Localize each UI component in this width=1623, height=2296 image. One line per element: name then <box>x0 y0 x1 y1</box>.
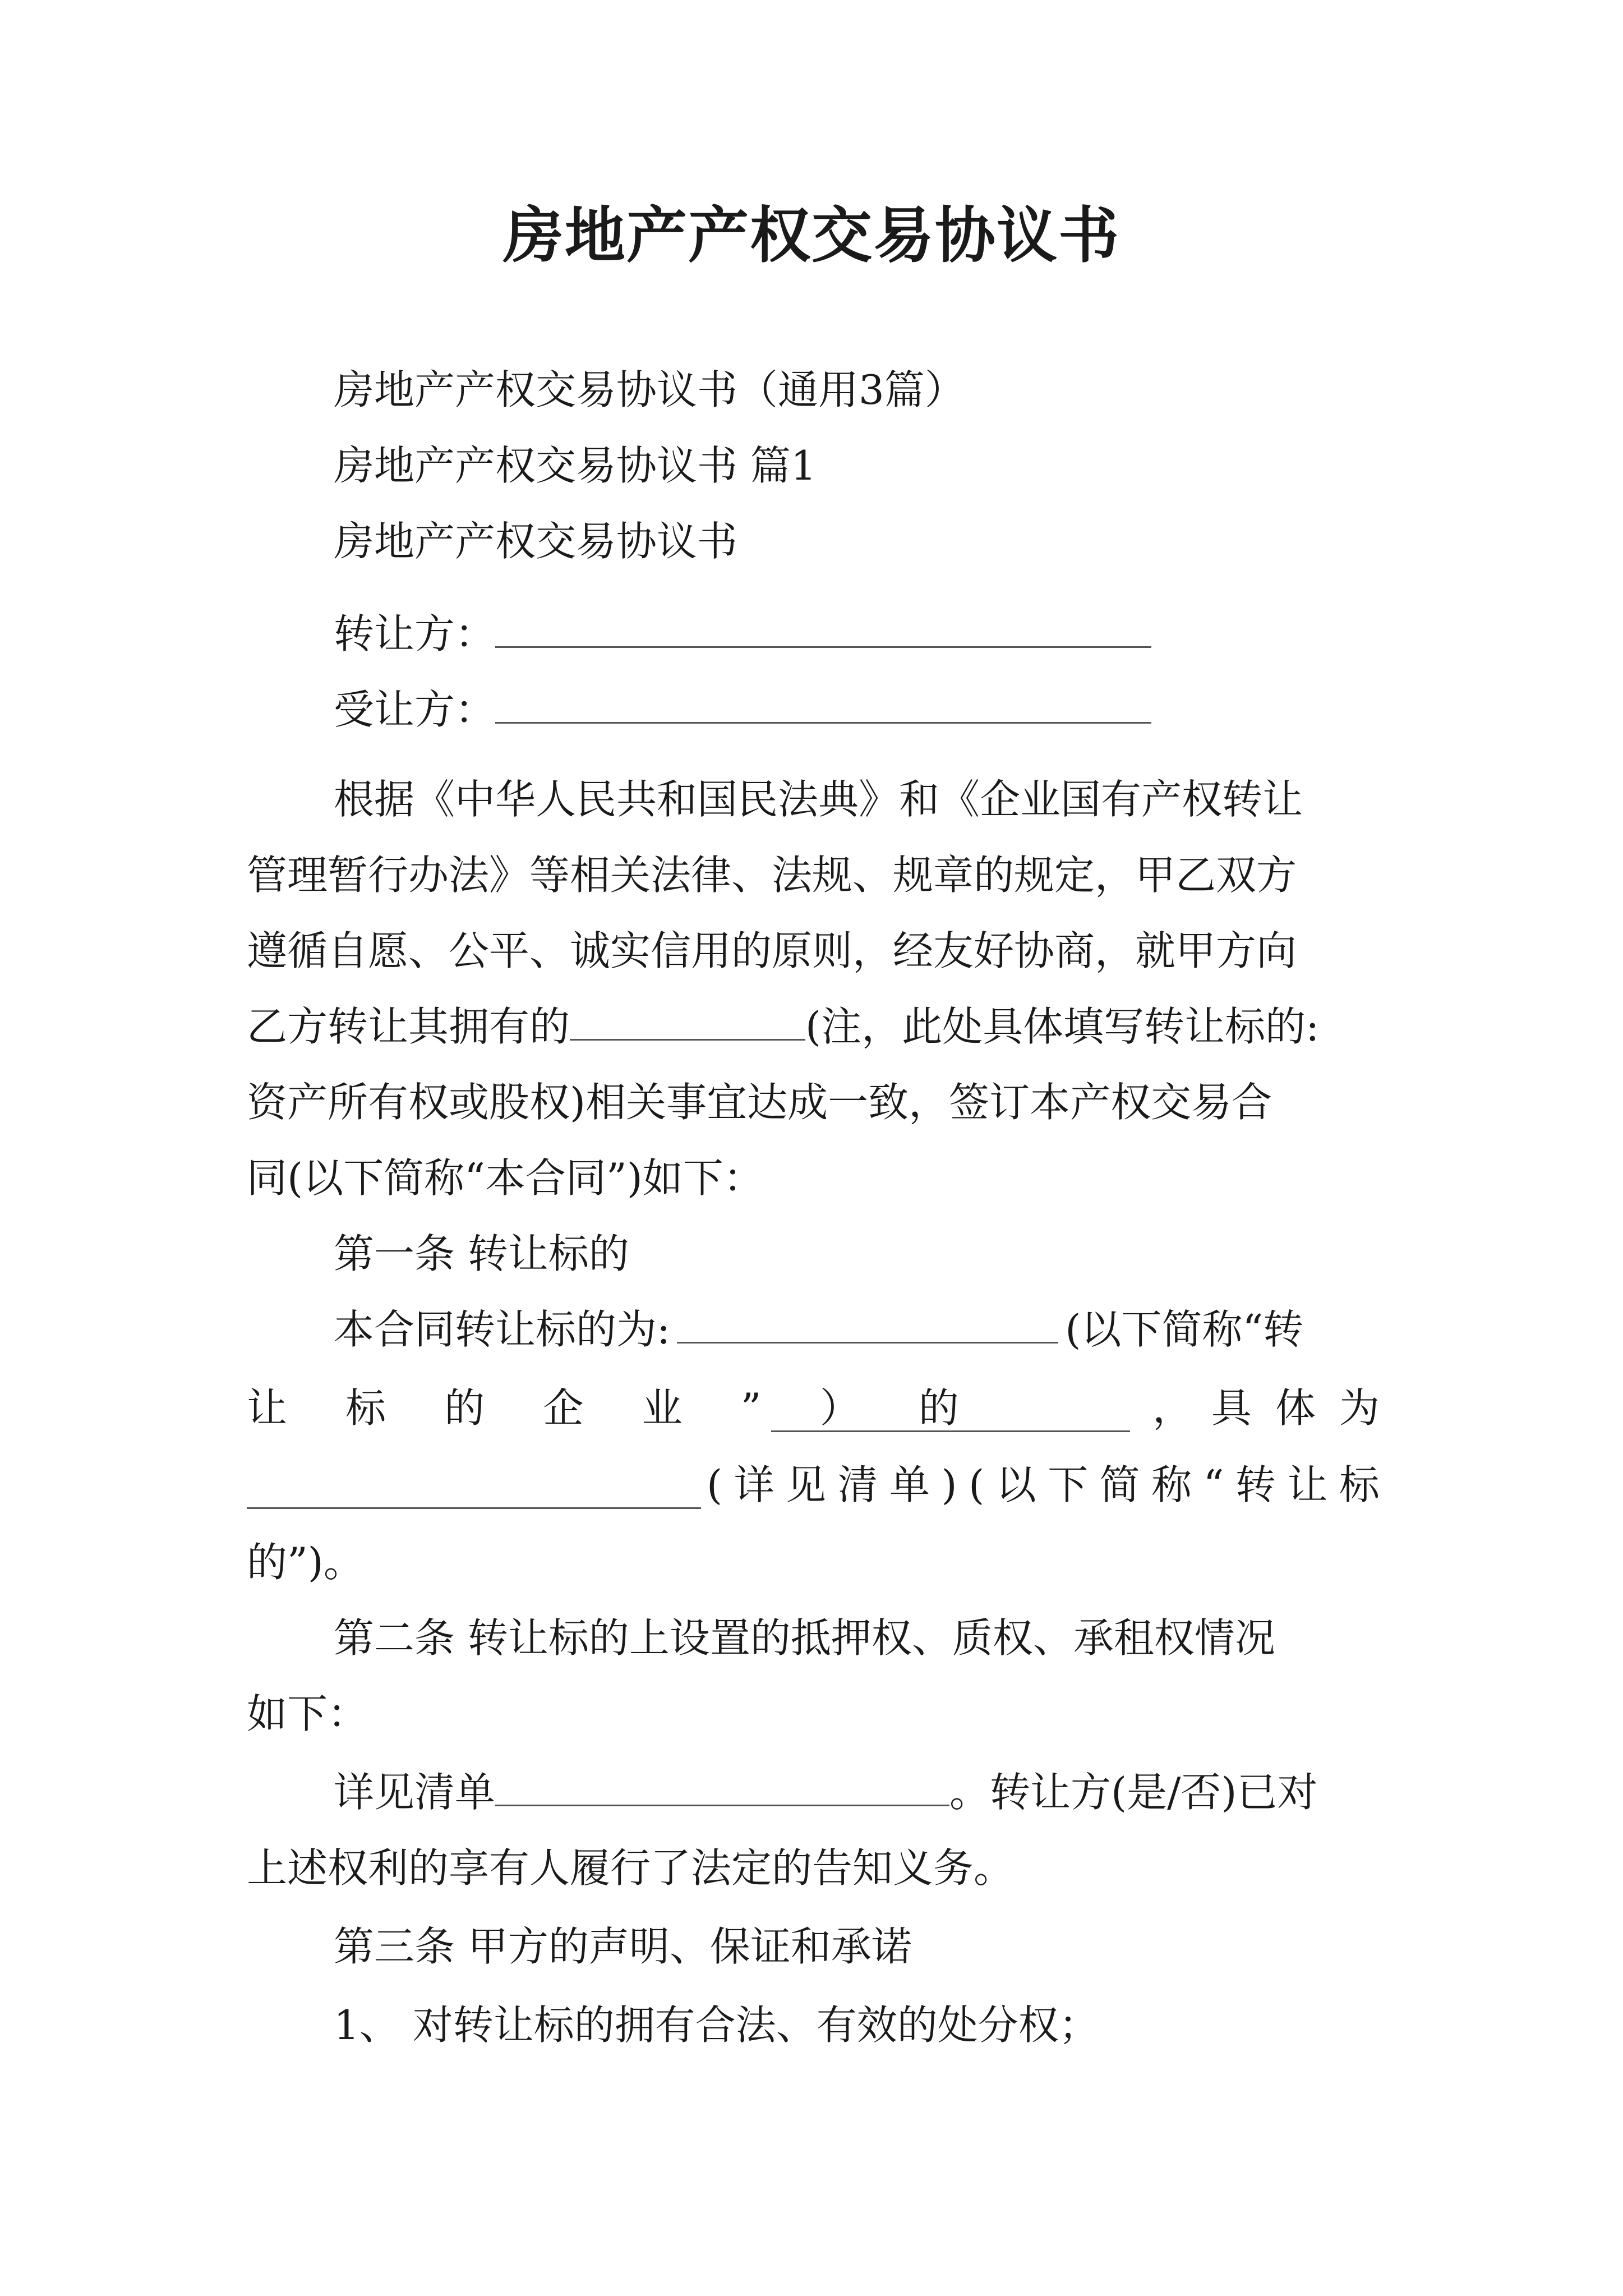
intro-line-2: 管理暂行办法》等相关法律、法规、规章的规定，甲乙双方 <box>247 852 1297 899</box>
char: 体 <box>1275 1384 1316 1432</box>
article-3-heading: 第三条 甲方的声明、保证和承诺 <box>334 1923 912 1970</box>
article-2-line-1-tail: 。转让方(是/否)已对 <box>949 1769 1318 1816</box>
char: ) <box>941 1461 957 1508</box>
article-2-line-1 <box>334 1764 1317 1820</box>
article-1-heading: 第一条 转让标的 <box>334 1230 629 1277</box>
intro-line-4 <box>247 999 1319 1055</box>
char: 见 <box>786 1461 827 1508</box>
char: “ <box>1203 1461 1224 1508</box>
char: 详 <box>734 1461 774 1508</box>
article-1-line-4: 的”)。 <box>247 1539 364 1586</box>
intro-line-6: 同(以下简称“本合同”)如下： <box>247 1154 764 1202</box>
intro-line-4-note: (注，此处具体填写转让标的: <box>805 1003 1320 1050</box>
char: 让 <box>1287 1461 1328 1508</box>
intro-line-5: 资产所有权或股权)相关事宜达成一致，签订本产权交易合 <box>247 1079 1272 1126</box>
subtitle: 房地产产权交易协议书（通用3篇） <box>334 366 965 413</box>
article-1-line-2-right <box>1211 1380 1380 1436</box>
specific-target-blank <box>247 1467 701 1509</box>
transferor-line <box>334 606 1151 662</box>
intro-line-4-text: 乙方转让其拥有的 <box>247 1003 570 1050</box>
char: 企 <box>543 1384 584 1432</box>
char: 的 <box>444 1384 485 1432</box>
transfer-target-name-blank <box>677 1301 1058 1343</box>
char: 具 <box>1211 1384 1252 1432</box>
article-1-line-3 <box>707 1457 1380 1513</box>
article-1-line-1-tail: (以下简称“转 <box>1065 1306 1304 1353</box>
char: 称 <box>1151 1461 1192 1508</box>
char: 清 <box>837 1461 878 1508</box>
section-heading: 房地产产权交易协议书 篇1 <box>334 442 817 489</box>
article-3-item-1: 1、 对转让标的拥有合法、有效的处分权； <box>334 2001 1099 2049</box>
transferee-label: 受让方： <box>334 686 496 733</box>
transferor-label: 转让方： <box>334 610 496 657</box>
article-2-line-1-text: 详见清单 <box>334 1769 496 1816</box>
document-title: 房地产产权交易协议书 <box>502 200 1120 271</box>
char: 下 <box>1048 1461 1089 1508</box>
intro-line-3: 遵循自愿、公平、诚实信用的原则，经友好协商，就甲方向 <box>247 927 1297 974</box>
article-1-line-2-comma: ， <box>1152 1384 1193 1432</box>
char: 以 <box>995 1461 1036 1508</box>
transfer-target-blank <box>570 999 805 1041</box>
article-2-line-2: 上述权利的享有人履行了法定的告知义务。 <box>247 1844 1015 1892</box>
char: 标 <box>1339 1461 1380 1508</box>
article-2-heading-line-2: 如下： <box>247 1690 368 1737</box>
char: ” <box>740 1384 762 1432</box>
char: 业 <box>642 1384 683 1432</box>
char: ( <box>969 1461 985 1508</box>
char: 让 <box>247 1384 288 1432</box>
char: 的 <box>918 1384 959 1432</box>
char: 转 <box>1235 1461 1276 1508</box>
transferor-blank <box>495 606 1151 648</box>
char: ( <box>707 1461 723 1508</box>
article-1-line-1-text: 本合同转让标的为: <box>334 1306 671 1353</box>
article-2-heading-line-1: 第二条 转让标的上设置的抵押权、质权、承租权情况 <box>334 1614 1275 1662</box>
char: 为 <box>1339 1384 1380 1432</box>
char: 标 <box>345 1384 386 1432</box>
intro-line-1: 根据《中华人民共和国民法典》和《企业国有产权转让 <box>334 776 1303 823</box>
list-blank <box>495 1764 949 1806</box>
article-1-line-1 <box>334 1301 1303 1358</box>
char: 简 <box>1099 1461 1140 1508</box>
enterprise-blank <box>771 1390 1130 1432</box>
char: ） <box>819 1384 860 1432</box>
transferee-line <box>334 682 1151 738</box>
char: 单 <box>889 1461 930 1508</box>
doc-heading: 房地产产权交易协议书 <box>334 518 738 565</box>
transferee-blank <box>495 682 1151 724</box>
